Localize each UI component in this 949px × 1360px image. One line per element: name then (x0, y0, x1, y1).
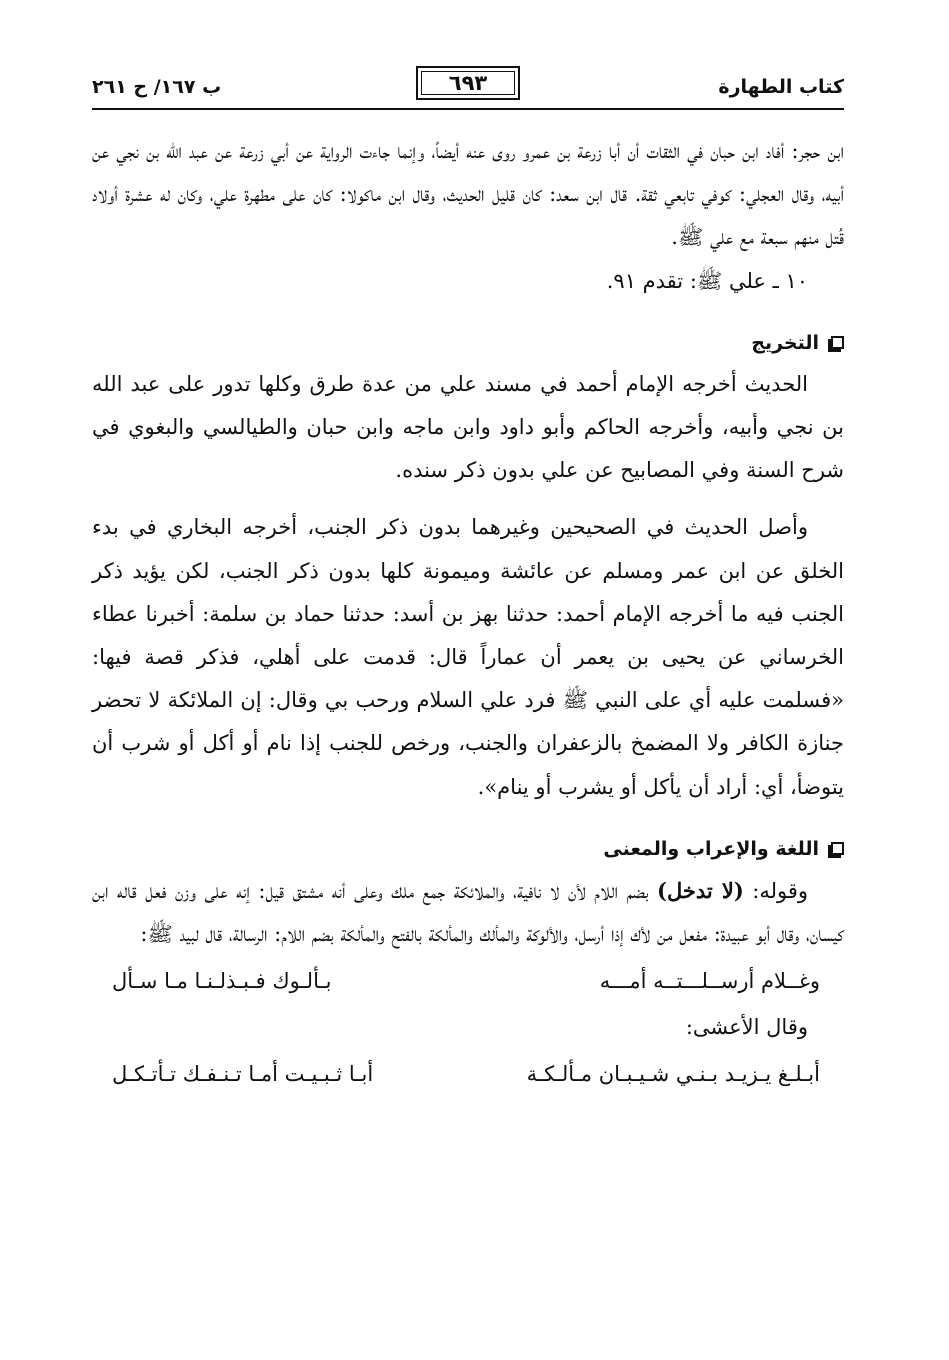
language-rest: بضم اللام لأن لا نافية، والملائكة جمع ملك وعلى أنه مشتق قيل: إنه على وزن فعل قاله ابن كيسان، وقال أبو عبيدة: مفعل من لأك إذا أرسل، والألوكة والمألك والمألكة بالفتح والمألكة بضم اللام: الرسالة، قال لبيد ﷺ: (92, 878, 844, 947)
square-bullet-icon (831, 336, 844, 349)
verse-2-second-hemistich: أبـا ثـبـيـت أمـا تـنـفـك تـأتـكـل (112, 1062, 374, 1087)
takhrij-heading (92, 323, 844, 363)
verse-1-first-hemistich: وغــلام أرســلـــتــه أمـــه (599, 969, 820, 994)
takhrij-heading-label: التخريج (751, 331, 819, 354)
chapter-hadith-reference: ب ١٦٧/ ح ٢٦١ (92, 76, 222, 98)
language-heading-label: اللغة والإعراب والمعنى (603, 837, 819, 860)
language-paragraph (92, 869, 844, 956)
verse-line-2 (92, 1049, 844, 1099)
page-number: ٦٩٣ (448, 71, 488, 95)
square-bullet-icon (831, 842, 844, 855)
narrator-item-10: ١٠ ـ علي ﷺ: تقدم ٩١. (606, 268, 808, 293)
verse-1-second-hemistich: بـألـوك فـبـذلـنـا مـا سـأل (112, 969, 332, 994)
takhrij-paragraph-2: وأصل الحديث في الصحيحين وغيرهما بدون ذكر الجنب، أخرجه البخاري في بدء الخلق عن ابن عمر ومسلم عن عائشة وميمونة كلها بدون ذكر الجنب، لكن يؤيد ذكر الجنب فيه ما أخرجه الإمام أحمد: حدثنا بهز بن أسد: حدثنا حماد بن سلمة: أخبرنا عطاء الخرساني عن يحيى بن يعمر أن عماراً قال: قدمت على أهلي، فذكر قصة فيها: «فسلمت عليه أي على النبي ﷺ فرد علي السلام ورحب بي وقال: إن الملائكة لا تحضر جنازة الكافر ولا المضمخ بالزعفران والجنب، ورخص للجنب إذا نام أو أكل أو شرب أن يتوضأ، أي: أراد أن يأكل أو يشرب أو ينام». (92, 515, 844, 799)
language-lead: وقوله: (743, 878, 809, 903)
al-asha-intro: وقال الأعشى: (685, 1015, 808, 1040)
takhrij-paragraph-1: الحديث أخرجه الإمام أحمد في مسند علي من عدة طرق وكلها تدور على عبد الله بن نجي وأبيه، وأخرجه الحاكم وأبو داود وابن ماجه وابن حبان والطيالسي والبغوي في شرح السنة وفي المصابيح عن علي بدون ذكر سنده. (92, 371, 844, 483)
page-number-box (416, 66, 520, 100)
verse-line-1 (92, 956, 844, 1006)
narrator-paragraph: ابن حجر: أفاد ابن حبان في الثقات أن أبا زرعة بن عمرو روى عنه أيضاً، وإنما جاءت الرواية عن أبي زرعة عن عبد الله بن نجي عن أبيه، وقال العجلي: كوفي تابعي ثقة. قال ابن سعد: كان قليل الحديث، وقال ابن ماكولا: كان على مطهرة علي، وكان له عشرة أولاد قُتل منهم سبعة مع علي ﷺ. (92, 139, 844, 250)
language-heading (92, 829, 844, 869)
verse-2-first-hemistich: أبـلـغ يـزيـد بـنـي شـيـبـان مـألـكـة (526, 1062, 820, 1087)
quoted-term: (لا تدخل) (657, 877, 744, 903)
book-title: كتاب الطهارة (718, 76, 844, 98)
header-rule (92, 108, 844, 110)
running-header (92, 66, 844, 116)
page-body (92, 130, 844, 1099)
